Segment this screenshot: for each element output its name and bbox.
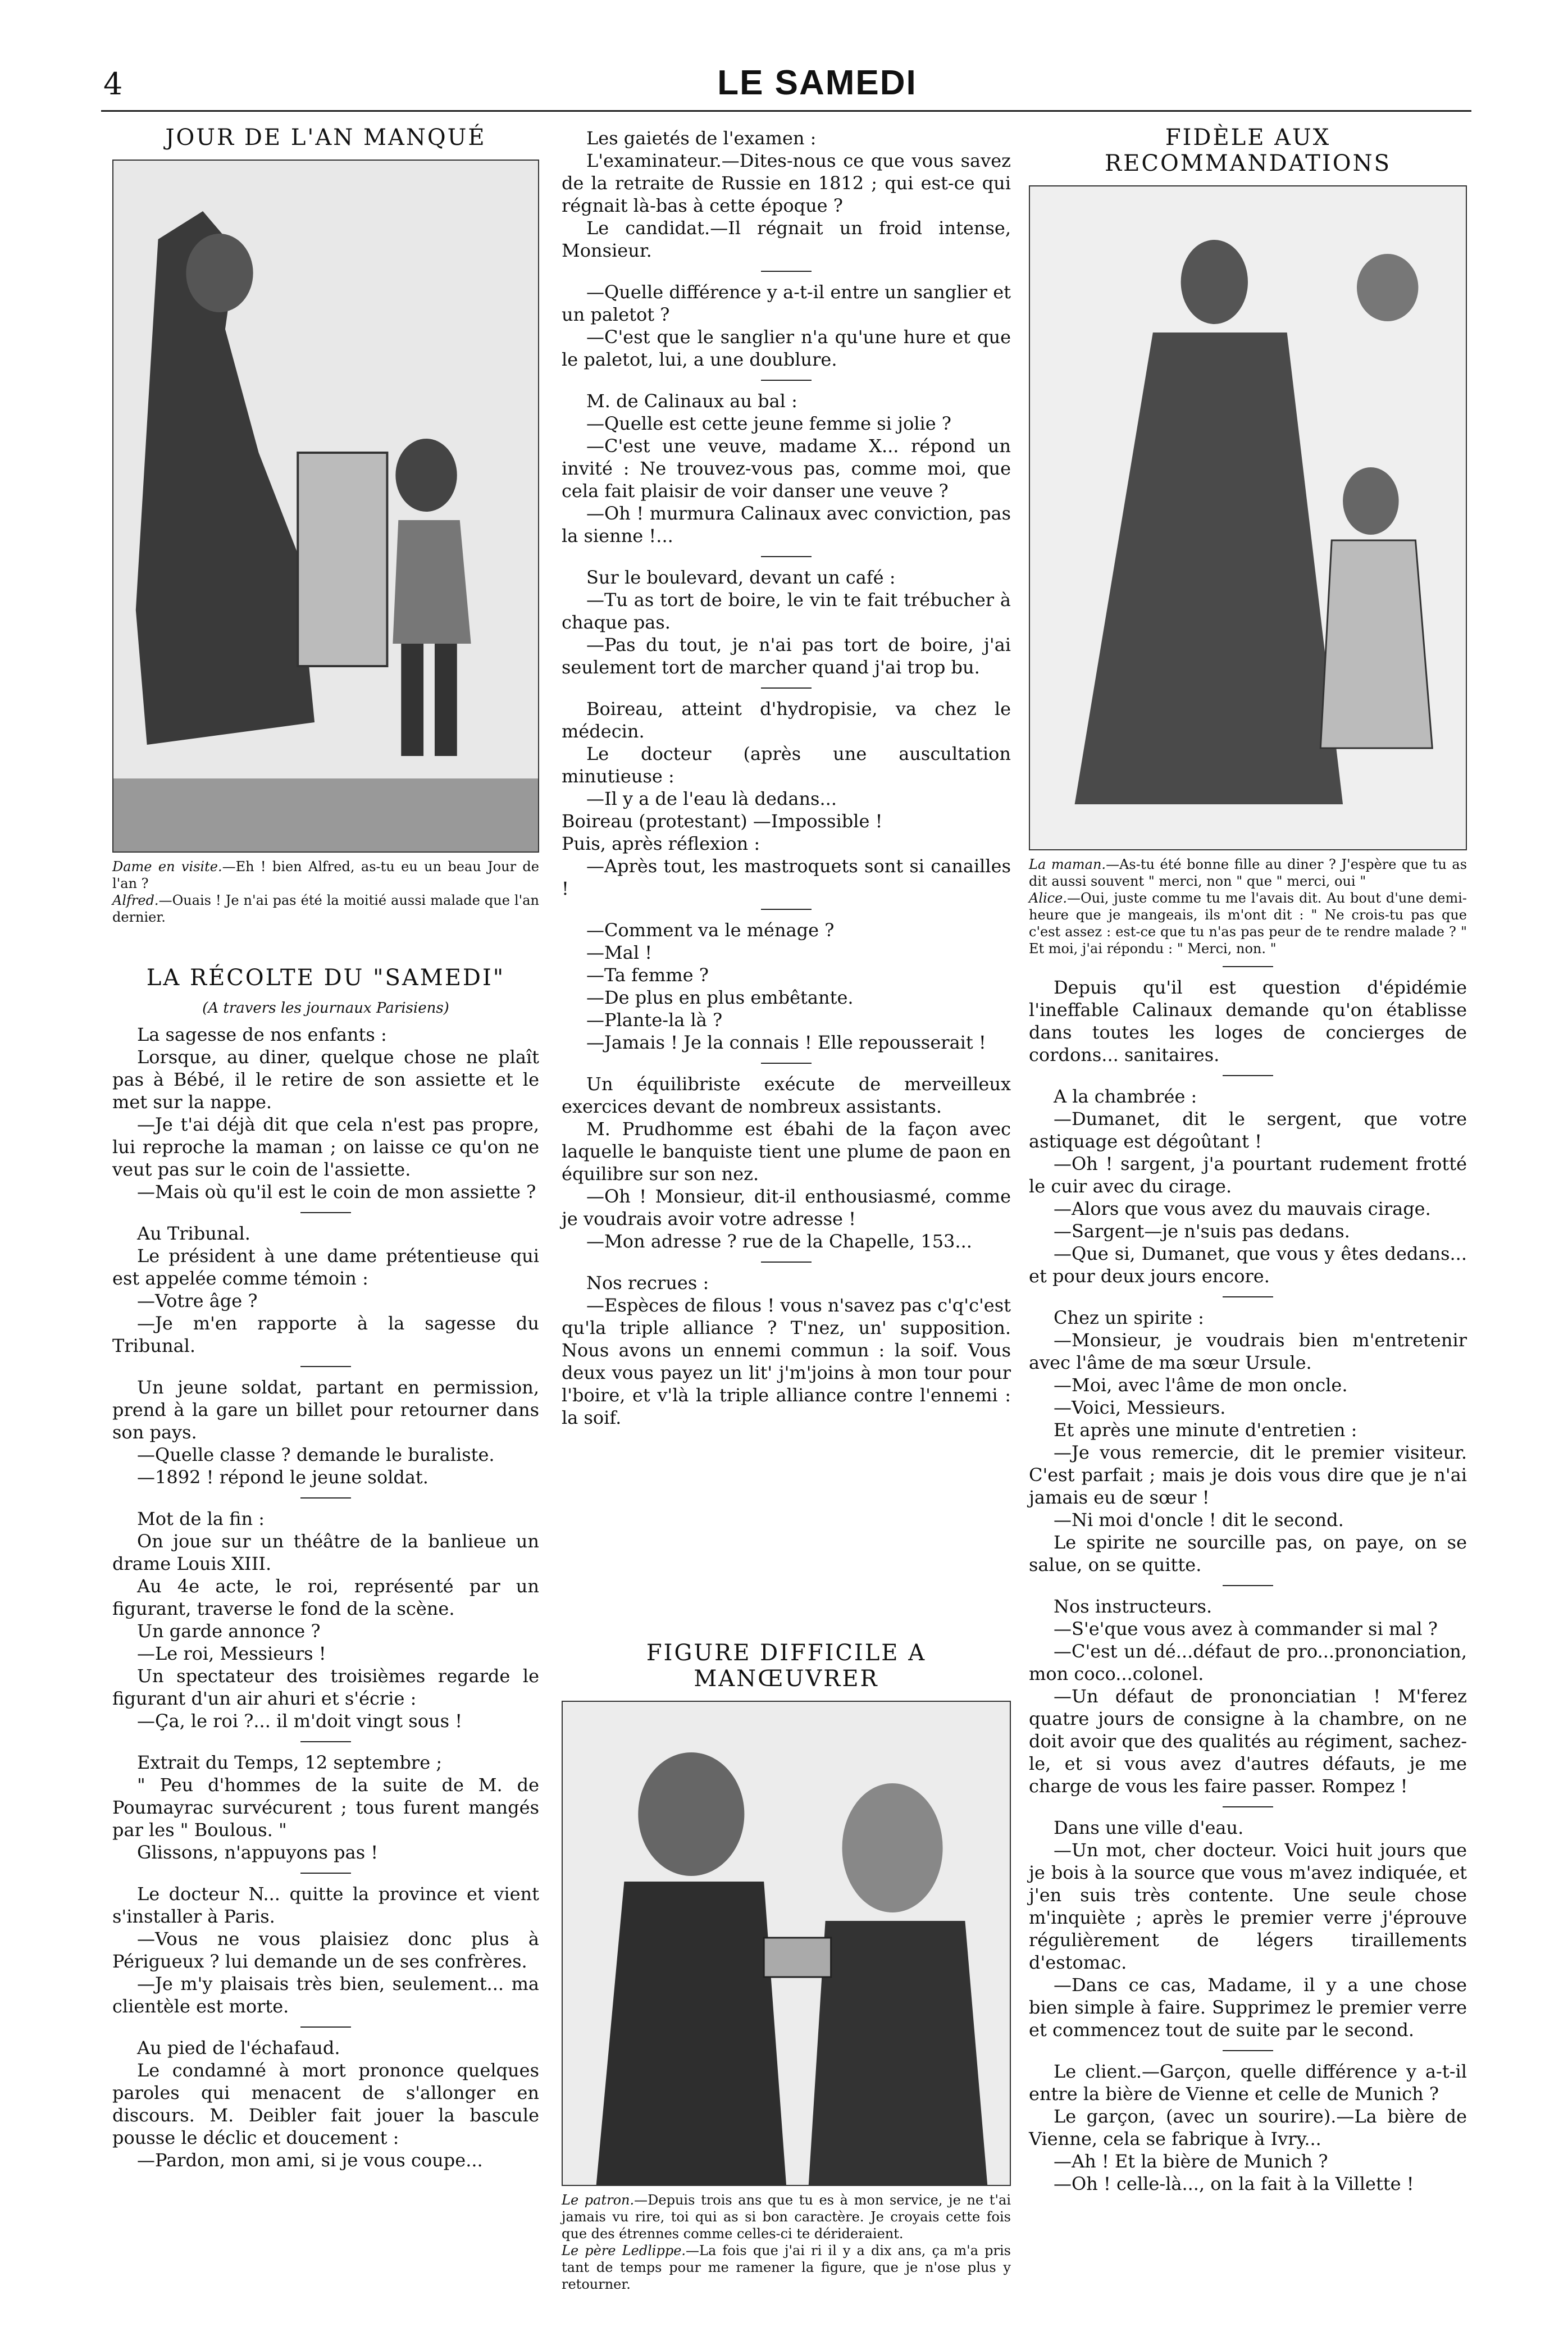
text-line: —Mal ! (586, 942, 653, 963)
text-line: —Ta femme ? (586, 964, 709, 986)
illustration-fidele (1029, 185, 1467, 850)
text-line: —Depuis trois ans que tu es à mon service, je ne t'ai jamais vu rire, toi qui as si bon caractère. Je croyais cette fois que des étrennes comme celles-ci te dérideraient. (562, 2192, 1011, 2242)
separator (761, 1261, 812, 1263)
separator (1223, 1296, 1273, 1297)
text-line: —Oh ! sargent, j'a pourtant rudement frotté le cuir avec du cirage. (1029, 1153, 1467, 1197)
text-line: Mot de la fin : (137, 1508, 265, 1529)
anecdote-block (562, 390, 1011, 547)
text-line: Chez un spirite : (1054, 1307, 1204, 1328)
separator (300, 1497, 351, 1499)
text-line: Le candidat.—Il régnait un froid intense, Monsieur. (562, 217, 1011, 261)
text-line: —Plante-la là ? (586, 1009, 723, 1031)
text-line: Puis, après réflexion : (562, 833, 760, 854)
text-line: Nos recrues : (586, 1272, 709, 1294)
text-line: Dame en visite. (112, 859, 222, 875)
illustration-title-jour-de-l-an: JOUR DE L'AN MANQUÉ (165, 125, 486, 151)
text-line: —Monsieur, je voudrais bien m'entretenir avec l'âme de ma sœur Ursule. (1029, 1329, 1467, 1373)
caption-line (562, 2242, 1011, 2293)
separator (300, 1873, 351, 1874)
anecdote-block (112, 1508, 539, 1732)
text-line: —De plus en plus embêtante. (586, 987, 854, 1008)
text-line: A la chambrée : (1054, 1086, 1197, 1107)
separator (761, 1063, 812, 1064)
text-line: Sur le boulevard, devant un café : (586, 567, 896, 588)
anecdote-block (562, 919, 1011, 1054)
anecdote-block (1029, 1306, 1467, 1576)
text-line: —Un mot, cher docteur. Voici huit jours que je bois à la source que vous m'avez indiquée, et j'en suis très contente. Une seule chose m'inquiète ; après le premier verre j'éprouve régulièrement de légers tiraillements d'estomac. (1029, 1839, 1467, 1973)
text-line: —Voici, Messieurs. (1054, 1397, 1226, 1418)
text-line: —Quelle différence y a-t-il entre un sanglier et un paletot ? (562, 281, 1011, 325)
text-line: Le président à une dame prétentieuse qui est appelée comme témoin : (112, 1245, 539, 1289)
text-line: —Oh ! celle-là..., on la fait à la Villette ! (1054, 2173, 1414, 2194)
text-line: —Pardon, mon ami, si je vous coupe... (137, 2149, 483, 2171)
text-line: Boireau (protestant) —Impossible ! (562, 810, 883, 832)
text-line: —1892 ! répond le jeune soldat. (137, 1467, 429, 1488)
anecdote-block (112, 1222, 539, 1357)
text-line: —C'est que le sanglier n'a qu'une hure et que le paletot, lui, a une doublure. (562, 326, 1011, 370)
anecdote-block (1029, 2060, 1467, 2195)
anecdote-block (562, 127, 1011, 262)
anecdote-block (562, 281, 1011, 371)
text-line: Les gaietés de l'examen : (586, 127, 817, 149)
text-line: Depuis qu'il est question d'épidémie l'ineffable Calinaux demande qu'on établisse dans toutes les loges de concierges de cordons... sanitaires. (1029, 977, 1467, 1065)
column-2 (562, 127, 1011, 1429)
text-line: L'examinateur.—Dites-nous ce que vous savez de la retraite de Russie en 1812 ; qui est-ce qui régnait là-bas à cette époque ? (562, 150, 1011, 216)
separator (1223, 966, 1273, 967)
anecdote-block (112, 1023, 539, 1203)
text-line: —Jamais ! Je la connais ! Elle repousserait ! (586, 1032, 986, 1053)
anecdote-block (112, 1751, 539, 1864)
separator (1223, 1585, 1273, 1586)
separator (1223, 1806, 1273, 1807)
text-line: On joue sur un théâtre de la banlieue un drame Louis XIII. (112, 1531, 539, 1574)
text-line: Lorsque, au diner, quelque chose ne plaît pas à Bébé, il le retire de son assiette et le met sur la nappe. (112, 1046, 539, 1113)
anecdote-block (112, 1883, 539, 2017)
text-line: —Oui, juste comme tu me l'avais dit. Au bout d'une demi-heure que je mangeais, ils m'ont dit : " Ne crois-tu pas que c'est assez : est-ce que tu n'as pas peur de te rendre malade ? " Et moi, j'ai répondu : " Merci, non. " (1029, 890, 1467, 957)
anecdote-block (1029, 1085, 1467, 1287)
text-line: —Ah ! Et la bière de Munich ? (1054, 2151, 1328, 2172)
text-line: Dans une ville d'eau. (1054, 1817, 1244, 1838)
text-line: —Oh ! Monsieur, dit-il enthousiasmé, comme je voudrais avoir votre adresse ! (562, 1186, 1011, 1229)
text-line: —As-tu été bonne fille au diner ? J'espère que tu as dit aussi souvent " merci, non " que " merci, oui " (1029, 857, 1467, 889)
text-line: —C'est une veuve, madame X... répond un invité : Ne trouvez-vous pas, comme moi, que cela fait plaisir de voir danser une veuve ? (562, 435, 1011, 502)
text-line: Le père Ledlippe. (562, 2243, 686, 2258)
caption-line (1029, 890, 1467, 957)
text-line: —Je vous remercie, dit le premier visiteur. C'est parfait ; mais je dois vous dire que je n'ai jamais eu de sœur ! (1029, 1442, 1467, 1508)
text-line: —Le roi, Messieurs ! (137, 1643, 326, 1664)
text-line: —Comment va le ménage ? (586, 919, 835, 941)
text-line: Le spirite ne sourcille pas, on paye, on se salue, on se quitte. (1029, 1532, 1467, 1575)
text-line: —Tu as tort de boire, le vin te fait trébucher à chaque pas. (562, 589, 1011, 633)
column-3 (1029, 125, 1467, 2195)
separator (761, 380, 812, 381)
text-line: Le patron. (562, 2192, 635, 2208)
anecdote-block (562, 698, 1011, 900)
anecdote-block (562, 1073, 1011, 1253)
text-line: " Peu d'hommes de la suite de M. de Poumayrac survécurent ; tous furent mangés par les " Boulous. " (112, 1774, 539, 1841)
text-line: Alice. (1029, 890, 1067, 906)
text-line: —Eh ! bien Alfred, as-tu eu un beau Jour de l'an ? (112, 859, 539, 891)
text-line: Un garde annonce ? (137, 1620, 321, 1642)
anecdote-block (112, 2037, 539, 2171)
text-line: Un jeune soldat, partant en permission, prend à la gare un billet pour retourner dans son pays. (112, 1377, 539, 1443)
anecdote-block (562, 566, 1011, 678)
text-line: —Ça, le roi ?... il m'doit vingt sous ! (137, 1710, 463, 1732)
section-subtitle: (A travers les journaux Parisiens) (202, 1000, 449, 1017)
anecdote-block (112, 1376, 539, 1488)
anecdote-block (1029, 976, 1467, 1066)
text-line: Alfred. (112, 892, 159, 908)
text-line: Le docteur N... quitte la province et vient s'installer à Paris. (112, 1883, 539, 1927)
caption-line (112, 892, 539, 926)
text-line: Au pied de l'échafaud. (137, 2037, 340, 2058)
header-rule (101, 110, 1471, 112)
text-line: —Quelle est cette jeune femme si jolie ? (586, 413, 951, 434)
anecdote-block (1029, 1816, 1467, 2041)
illustration-jour-de-l-an (112, 160, 539, 853)
text-line: M. de Calinaux au bal : (586, 390, 797, 412)
text-line: Au Tribunal. (137, 1223, 250, 1244)
text-line: Un spectateur des troisièmes regarde le figurant d'un air ahuri et s'écrie : (112, 1665, 539, 1709)
text-line: —Un défaut de prononciatian ! M'ferez quatre jours de consigne à la chambre, on ne doit avoir que des qualités au régiment, sachez-le, et si vous avez d'autres défauts, je me charge de vous les faire passer. Rompez ! (1029, 1686, 1467, 1797)
masthead-title: LE SAMEDI (717, 63, 917, 102)
illustration-title-figure-difficile: FIGURE DIFFICILE A MANŒUVRER (646, 1640, 927, 1692)
text-line: —Je m'y plaisais très bien, seulement... ma clientèle est morte. (112, 1973, 539, 2017)
text-line: —Dumanet, dit le sergent, que votre astiquage est dégoûtant ! (1029, 1108, 1467, 1152)
text-line: Glissons, n'appuyons pas ! (137, 1842, 379, 1863)
text-line: —Ni moi d'oncle ! dit le second. (1054, 1509, 1344, 1531)
text-line: Boireau, atteint d'hydropisie, va chez le médecin. (562, 698, 1011, 742)
text-line: Nos instructeurs. (1054, 1596, 1213, 1617)
text-line: —Espèces de filous ! vous n'savez pas c'q'c'est qu'la triple alliance ? T'nez, un' supposition. Nous avons un ennemi commun : la soif. Vous deux vous payez un lit' j'm'joins à mon tour pour l'boire, et v'là la triple alliance contre l'ennemi : la soif. (562, 1295, 1011, 1428)
text-line: La maman. (1029, 857, 1106, 872)
anecdote-block (1029, 1595, 1467, 1797)
separator (300, 1366, 351, 1367)
text-line: —La fois que j'ai ri il y a dix ans, ça m'a pris tant de temps pour me ramener la figure, que je n'ose plus y retourner. (562, 2243, 1011, 2292)
text-line: —Je t'ai déjà dit que cela n'est pas propre, lui reproche la maman ; on laisse ce qu'on ne veut pas sur le coin de l'assiette. (112, 1114, 539, 1180)
text-line: M. Prudhomme est ébahi de la façon avec laquelle le banquiste tient une plume de paon en équilibre sur son nez. (562, 1118, 1011, 1185)
text-line: —Mon adresse ? rue de la Chapelle, 153... (586, 1231, 972, 1252)
text-line: —S'e'que vous avez à commander si mal ? (1054, 1618, 1438, 1639)
separator (300, 1741, 351, 1742)
separator (761, 556, 812, 557)
text-line: —Oh ! murmura Calinaux avec conviction, pas la sienne !... (562, 503, 1011, 546)
illustration-figure-difficile (562, 1701, 1011, 2186)
engraving-mother-and-daughter (1030, 186, 1466, 849)
text-line: Le client.—Garçon, quelle différence y a-t-il entre la bière de Vienne et celle de Munich ? (1029, 2061, 1467, 2105)
text-line: —C'est un dé...défaut de pro...prononciation, mon coco...colonel. (1029, 1641, 1467, 1684)
text-line: —Pas du tout, je n'ai pas tort de boire, j'ai seulement tort de marcher quand j'ai trop bu. (562, 634, 1011, 678)
illustration-title-fidele: FIDÈLE AUX RECOMMANDATIONS (1105, 125, 1391, 176)
text-line: —Il y a de l'eau là dedans... (586, 788, 837, 809)
text-line: Le condamné à mort prononce quelques paroles qui menacent de s'allonger en discours. M. Deibler fait jouer la bascule pousse le déclic et doucement : (112, 2060, 539, 2148)
separator (1223, 2050, 1273, 2051)
text-line: —Que si, Dumanet, que vous y êtes dedans... et pour deux jours encore. (1029, 1243, 1467, 1287)
figure-block-difficile (562, 1640, 1011, 2293)
text-line: Au 4e acte, le roi, représenté par un figurant, traverse le fond de la scène. (112, 1575, 539, 1619)
text-line: —Après tout, les mastroquets sont si canailles ! (562, 855, 1011, 899)
page-number: 4 (103, 66, 123, 102)
text-line: Un équilibriste exécute de merveilleux exercices devant de nombreux assistants. (562, 1073, 1011, 1117)
separator (300, 1212, 351, 1213)
text-line: —Alors que vous avez du mauvais cirage. (1054, 1198, 1431, 1219)
section-title-recolte: LA RÉCOLTE DU "SAMEDI" (146, 965, 505, 991)
text-line: —Je m'en rapporte à la sagesse du Tribunal. (112, 1313, 539, 1356)
caption-line (1029, 856, 1467, 890)
anecdote-block (562, 1272, 1011, 1429)
text-line: Le docteur (après une auscultation minutieuse : (562, 743, 1011, 787)
text-line: —Sargent—je n'suis pas dedans. (1054, 1220, 1350, 1242)
text-line: —Moi, avec l'âme de mon oncle. (1054, 1374, 1348, 1396)
text-line: La sagesse de nos enfants : (137, 1024, 387, 1045)
text-line: —Vous ne vous plaisiez donc plus à Périgueux ? lui demande un de ses confrères. (112, 1928, 539, 1972)
separator (761, 271, 812, 272)
text-line: Extrait du Temps, 12 septembre ; (137, 1752, 443, 1773)
separator (1223, 1075, 1273, 1076)
text-line: —Quelle classe ? demande le buraliste. (137, 1444, 495, 1465)
caption-line (562, 2192, 1011, 2242)
separator (300, 2026, 351, 2028)
text-line: Et après une minute d'entretien : (1054, 1419, 1357, 1441)
text-line: —Votre âge ? (137, 1290, 258, 1311)
separator (761, 909, 812, 910)
text-line: —Mais où qu'il est le coin de mon assiette ? (137, 1181, 536, 1203)
text-line: —Dans ce cas, Madame, il y a une chose bien simple à faire. Supprimez le premier verre et commencez tout de suite par le second. (1029, 1974, 1467, 2041)
text-line: Le garçon, (avec un sourire).—La bière de Vienne, cela se fabrique à Ivry... (1029, 2106, 1467, 2149)
separator (761, 687, 812, 689)
engraving-woman-and-boy (113, 161, 538, 851)
caption-line (112, 858, 539, 892)
engraving-two-men (563, 1702, 1010, 2185)
text-line: —Ouais ! Je n'ai pas été la moitié aussi malade que l'an dernier. (112, 892, 539, 925)
column-1 (112, 125, 539, 2171)
